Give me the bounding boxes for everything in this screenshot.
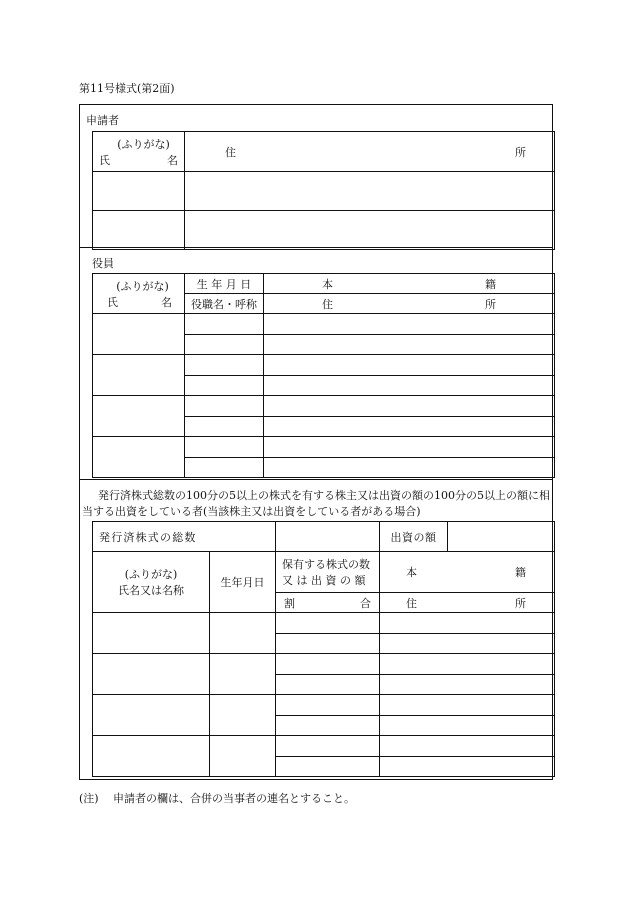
officer-name-cell[interactable]: [93, 437, 185, 478]
shareholder-domicile-left: 本: [406, 566, 418, 579]
capital-value[interactable]: [448, 522, 555, 552]
shareholder-name-cell[interactable]: [93, 736, 210, 777]
ratio-header: [276, 593, 380, 613]
shareholder-name-title: 氏名又は名称: [118, 584, 184, 597]
shareholder-address-cell[interactable]: [380, 756, 555, 777]
shareholder-domicile-cell[interactable]: [380, 613, 555, 634]
shares-held-cell[interactable]: [276, 695, 380, 716]
form-frame: [79, 104, 553, 780]
applicant-name-cell[interactable]: [93, 211, 185, 250]
shareholder-domicile-cell[interactable]: [380, 736, 555, 757]
shareholders-section-note: 発行済株式総数の100分の5以上の株式を有する株主又は出資の額の100分の5以上の額に相当する出資をしている者(当該株主又は出資をしている者がある場合): [82, 489, 550, 518]
officer-birthdate-cell[interactable]: [185, 314, 264, 335]
officer-position-header: 役職名・呼称: [185, 294, 264, 314]
shareholder-birthdate-cell[interactable]: [210, 736, 276, 777]
shares-held-line1: 保有する株式の数: [282, 558, 371, 571]
officer-address-right: 所: [485, 297, 496, 311]
shareholder-address-left: 住: [406, 596, 418, 610]
shareholder-birthdate-cell[interactable]: [210, 695, 276, 736]
officer-domicile-header: [264, 274, 555, 294]
applicant-name-header: [93, 132, 185, 172]
officer-address-cell[interactable]: [264, 416, 555, 437]
shareholder-address-cell[interactable]: [380, 674, 555, 695]
officer-domicile-left: 本: [322, 277, 333, 291]
shareholder-domicile-cell[interactable]: [380, 654, 555, 675]
officer-domicile-cell[interactable]: [264, 355, 555, 376]
shareholder-name-cell[interactable]: [93, 695, 210, 736]
section-divider: [80, 247, 552, 248]
shares-held-cell[interactable]: [276, 654, 380, 675]
applicant-name-right: 名: [167, 153, 178, 167]
ratio-cell[interactable]: [276, 633, 380, 654]
shareholder-birthdate-cell[interactable]: [210, 613, 276, 654]
shares-held-header: [276, 552, 380, 593]
officer-birthdate-cell[interactable]: [185, 396, 264, 417]
officer-birthdate-cell[interactable]: [185, 355, 264, 376]
shareholder-domicile-cell[interactable]: [380, 695, 555, 716]
footnote: [79, 790, 355, 806]
applicant-address-cell[interactable]: [185, 211, 555, 250]
officer-domicile-cell[interactable]: [264, 396, 555, 417]
officer-address-cell[interactable]: [264, 457, 555, 478]
shareholder-address-cell[interactable]: [380, 715, 555, 736]
total-shares-label: 発行済株式の総数: [93, 522, 276, 552]
officer-name-cell[interactable]: [93, 355, 185, 396]
officer-domicile-cell[interactable]: [264, 437, 555, 458]
ratio-cell[interactable]: [276, 756, 380, 777]
total-shares-value[interactable]: [276, 522, 380, 552]
shares-held-cell[interactable]: [276, 736, 380, 757]
shareholder-address-right: 所: [515, 596, 527, 610]
officer-furigana-label: (ふりがな): [116, 279, 169, 293]
applicant-address-header: [185, 132, 555, 172]
applicant-name-cell[interactable]: [93, 172, 185, 211]
officer-name-cell[interactable]: [93, 314, 185, 355]
applicant-address-cell[interactable]: [185, 172, 555, 211]
officers-section-label: 役員: [92, 257, 114, 270]
officer-position-cell[interactable]: [185, 416, 264, 437]
applicant-furigana-label: (ふりがな): [117, 137, 170, 151]
shareholder-name-cell[interactable]: [93, 613, 210, 654]
officer-domicile-cell[interactable]: [264, 314, 555, 335]
shareholder-birthdate-cell[interactable]: [210, 654, 276, 695]
officer-name-left: 氏: [107, 295, 118, 309]
officer-position-cell[interactable]: [185, 457, 264, 478]
shareholders-table: [92, 521, 555, 777]
shareholder-name-cell[interactable]: [93, 654, 210, 695]
footnote-text: 申請者の欄は、合併の当事者の連名とすること。: [113, 792, 355, 805]
shares-held-cell[interactable]: [276, 613, 380, 634]
officer-address-header: [264, 294, 555, 314]
shareholder-name-header: [93, 552, 210, 613]
officer-address-cell[interactable]: [264, 375, 555, 396]
officer-position-cell[interactable]: [185, 334, 264, 355]
ratio-left: 割: [284, 596, 296, 610]
officer-name-right: 名: [161, 295, 172, 309]
ratio-cell[interactable]: [276, 715, 380, 736]
shareholder-address-cell[interactable]: [380, 633, 555, 654]
officer-birthdate-header: 生 年 月 日: [185, 274, 264, 294]
shareholder-domicile-right: 籍: [515, 566, 527, 579]
applicant-address-right: 所: [515, 145, 526, 159]
ratio-cell[interactable]: [276, 674, 380, 695]
officer-position-cell[interactable]: [185, 375, 264, 396]
form-number: 第11号様式(第2面): [79, 82, 175, 95]
applicant-name-left: 氏: [99, 153, 110, 167]
applicant-address-left: 住: [225, 145, 236, 159]
shares-held-line2: 又 は 出 資 の 額: [282, 574, 366, 587]
shareholder-furigana-label: (ふりがな): [124, 568, 178, 581]
ratio-right: 合: [360, 596, 372, 610]
footnote-prefix: (注): [79, 792, 99, 805]
officer-name-cell[interactable]: [93, 396, 185, 437]
officer-domicile-right: 籍: [485, 277, 496, 291]
shareholder-birthdate-header: 生年月日: [210, 552, 276, 613]
officer-name-header: [93, 274, 185, 314]
applicant-section-label: 申請者: [86, 114, 119, 127]
shareholder-domicile-header: [380, 552, 555, 593]
capital-label: 出資の額: [380, 522, 448, 552]
applicant-table: [92, 131, 555, 250]
officer-birthdate-cell[interactable]: [185, 437, 264, 458]
officer-address-cell[interactable]: [264, 334, 555, 355]
officers-table: [92, 273, 555, 478]
section-divider: [80, 479, 552, 480]
shareholder-address-header: [380, 593, 555, 613]
officer-address-left: 住: [322, 297, 333, 311]
